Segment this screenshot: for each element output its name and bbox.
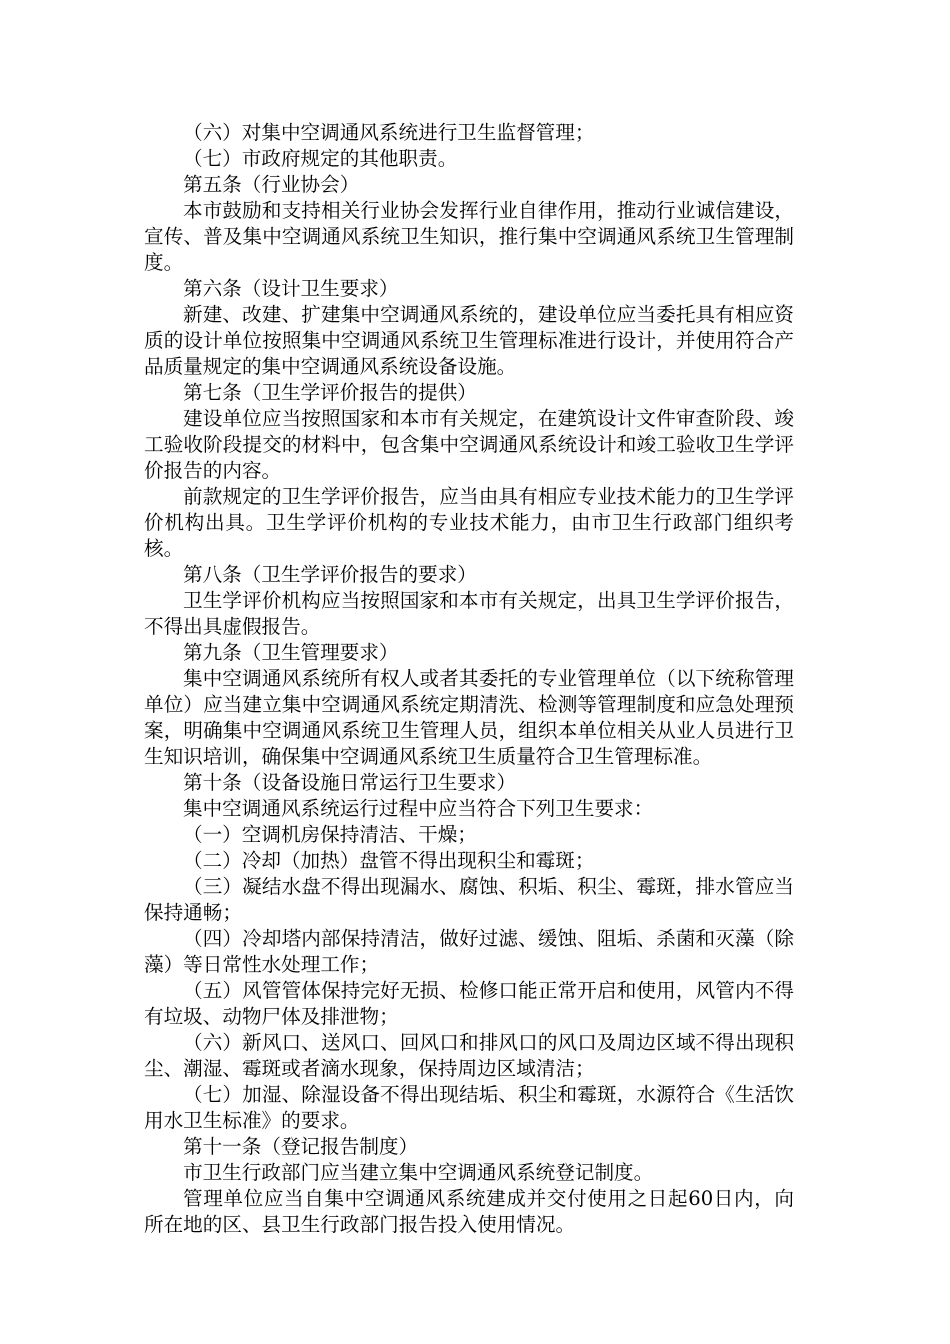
paragraph: 第五条（行业协会）: [183, 173, 360, 196]
paragraph: 第十一条（登记报告制度）: [183, 1135, 419, 1158]
paragraph: （三）凝结水盘不得出现漏水、腐蚀、积垢、积尘、霉斑，排水管应当保持通畅；: [144, 875, 794, 924]
paragraph: （七）市政府规定的其他职责。: [183, 147, 458, 170]
paragraph: 集中空调通风系统运行过程中应当符合下列卫生要求：: [183, 797, 654, 820]
paragraph: （四）冷却塔内部保持清洁，做好过滤、缓蚀、阻垢、杀菌和灭藻（除藻）等日常性水处理工作；: [144, 927, 794, 976]
paragraph: 第七条（卫生学评价报告的提供）: [183, 381, 477, 404]
paragraph: 第十条（设备设施日常运行卫生要求）: [183, 771, 517, 794]
paragraph: （一）空调机房保持清洁、干燥；: [183, 823, 477, 846]
paragraph: 第九条（卫生管理要求）: [183, 641, 399, 664]
paragraph: 本市鼓励和支持相关行业协会发挥行业自律作用，推动行业诚信建设，宣传、普及集中空调通风系统卫生知识，推行集中空调通风系统卫生管理制度。: [144, 199, 794, 274]
paragraph: 新建、改建、扩建集中空调通风系统的，建设单位应当委托具有相应资质的设计单位按照集中空调通风系统卫生管理标准进行设计，并使用符合产品质量规定的集中空调通风系统设备设施。: [144, 303, 794, 378]
paragraph: 前款规定的卫生学评价报告，应当由具有相应专业技术能力的卫生学评价机构出具。卫生学评价机构的专业技术能力，由市卫生行政部门组织考核。: [144, 485, 794, 560]
paragraph: （二）冷却（加热）盘管不得出现积尘和霉斑；: [183, 849, 595, 872]
paragraph: （六）新风口、送风口、回风口和排风口的风口及周边区域不得出现积尘、潮湿、霉斑或者滴水现象，保持周边区域清洁；: [144, 1031, 794, 1080]
document-body: [144, 120, 794, 1238]
paragraph: 管理单位应当自集中空调通风系统建成并交付使用之日起60日内，向所在地的区、县卫生行政部门报告投入使用情况。: [144, 1187, 794, 1236]
paragraph: 建设单位应当按照国家和本市有关规定，在建筑设计文件审查阶段、竣工验收阶段提交的材料中，包含集中空调通风系统设计和竣工验收卫生学评价报告的内容。: [144, 407, 794, 482]
paragraph: （七）加湿、除湿设备不得出现结垢、积尘和霉斑，水源符合《生活饮用水卫生标准》的要求。: [144, 1083, 794, 1132]
paragraph: 第六条（设计卫生要求）: [183, 277, 399, 300]
paragraph: 第八条（卫生学评价报告的要求）: [183, 563, 477, 586]
paragraph: （五）风管管体保持完好无损、检修口能正常开启和使用，风管内不得有垃圾、动物尸体及排泄物；: [144, 979, 794, 1028]
paragraph: 卫生学评价机构应当按照国家和本市有关规定，出具卫生学评价报告，不得出具虚假报告。: [144, 589, 794, 638]
paragraph: 市卫生行政部门应当建立集中空调通风系统登记制度。: [183, 1161, 654, 1184]
paragraph: 集中空调通风系统所有权人或者其委托的专业管理单位（以下统称管理单位）应当建立集中空调通风系统定期清洗、检测等管理制度和应急处理预案，明确集中空调通风系统卫生管理人员，组织本单位相关从业人员进行卫生知识培训，确保集中空调通风系统卫生质量符合卫生管理标准。: [144, 667, 794, 768]
paragraph: （六）对集中空调通风系统进行卫生监督管理；: [183, 121, 595, 144]
